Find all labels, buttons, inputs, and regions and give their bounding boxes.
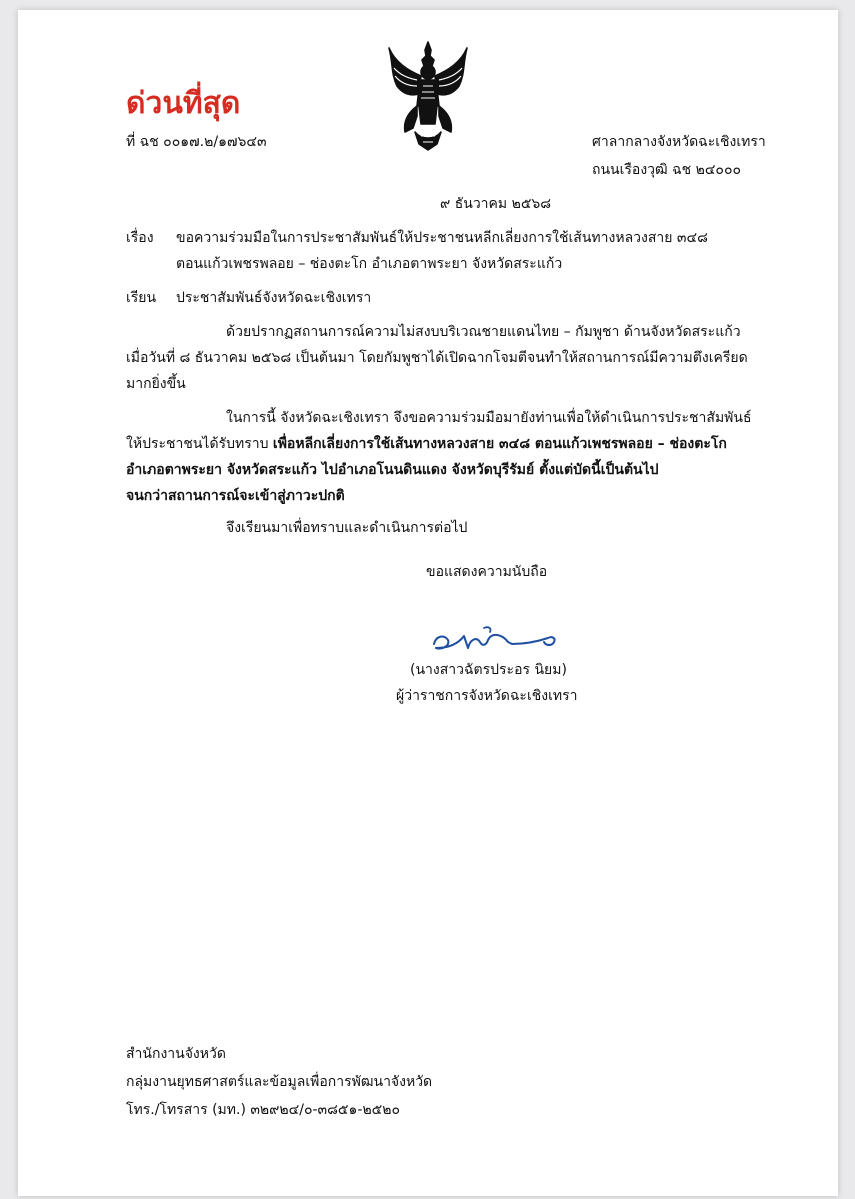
paragraph2-line1: ในการนี้ จังหวัดฉะเชิงเทรา จึงขอความร่วมมือมายังท่านเพื่อให้ดำเนินการประชาสัมพันธ์ [226, 410, 752, 426]
footer-group: กลุ่มงานยุทธศาสตร์และข้อมูลเพื่อการพัฒนาจังหวัด [126, 1074, 433, 1090]
subject-label: เรื่อง [126, 230, 154, 246]
recipient-value: ประชาสัมพันธ์จังหวัดฉะเชิงเทรา [176, 290, 372, 306]
paragraph1-line2: เมื่อวันที่ ๘ ธันวาคม ๒๕๖๘ เป็นต้นมา โดยกัมพูชาได้เปิดฉากโจมตีจนทำให้สถานการณ์มีความตึงเครียด [126, 350, 748, 366]
paragraph1-line1: ด้วยปรากฏสถานการณ์ความไม่สงบบริเวณชายแดนไทย – กัมพูชา ด้านจังหวัดสระแก้ว [226, 324, 741, 340]
letter-date: ๙ ธันวาคม ๒๕๖๘ [440, 196, 552, 212]
paragraph2-line2-normal: ให้ประชาชนได้รับทราบ [126, 436, 273, 452]
sender-office-line2: ถนนเรืองวุฒิ ฉช ๒๔๐๐๐ [592, 162, 742, 178]
subject-line1: ขอความร่วมมือในการประชาสัมพันธ์ให้ประชาชนหลีกเลี่ยงการใช้เส้นทางหลวงสาย ๓๔๘ [176, 230, 708, 246]
garuda-emblem-icon [387, 40, 469, 152]
paragraph2-line2-bold: เพื่อหลีกเลี่ยงการใช้เส้นทางหลวงสาย ๓๔๘ ตอนแก้วเพชรพลอย – ช่องตะโก [272, 436, 727, 452]
signer-name: (นางสาวฉัตรประอร นิยม) [410, 662, 567, 678]
signer-position: ผู้ว่าราชการจังหวัดฉะเชิงเทรา [396, 688, 578, 704]
salutation: ขอแสดงความนับถือ [426, 564, 548, 580]
recipient-label: เรียน [126, 290, 157, 306]
reference-number: ที่ ฉช ๐๐๑๗.๒/๑๗๖๔๓ [126, 134, 267, 150]
paragraph1-line3: มากยิ่งขึ้น [126, 376, 186, 392]
closing-line: จึงเรียนมาเพื่อทราบและดำเนินการต่อไป [226, 520, 468, 536]
document-page [18, 10, 838, 1196]
paragraph2-line3: อำเภอตาพระยา จังหวัดสระแก้ว ไปอำเภอโนนดินแดง จังหวัดบุรีรัมย์ ตั้งแต่บัดนี้เป็นต้นไป [126, 462, 659, 478]
handwritten-signature-icon [428, 622, 564, 656]
paragraph2-line4: จนกว่าสถานการณ์จะเข้าสู่ภาวะปกติ [126, 488, 345, 504]
footer-office: สำนักงานจังหวัด [126, 1046, 226, 1062]
footer-phone: โทร./โทรสาร (มท.) ๓๒๙๒๔/๐-๓๘๕๑-๒๕๒๐ [126, 1102, 401, 1118]
paragraph2-line2 [126, 434, 727, 454]
sender-office-line1: ศาลากลางจังหวัดฉะเชิงเทรา [592, 134, 766, 150]
subject-line2: ตอนแก้วเพชรพลอย – ช่องตะโก อำเภอตาพระยา จังหวัดสระแก้ว [176, 256, 563, 272]
urgency-label: ด่วนที่สุด [126, 86, 241, 121]
